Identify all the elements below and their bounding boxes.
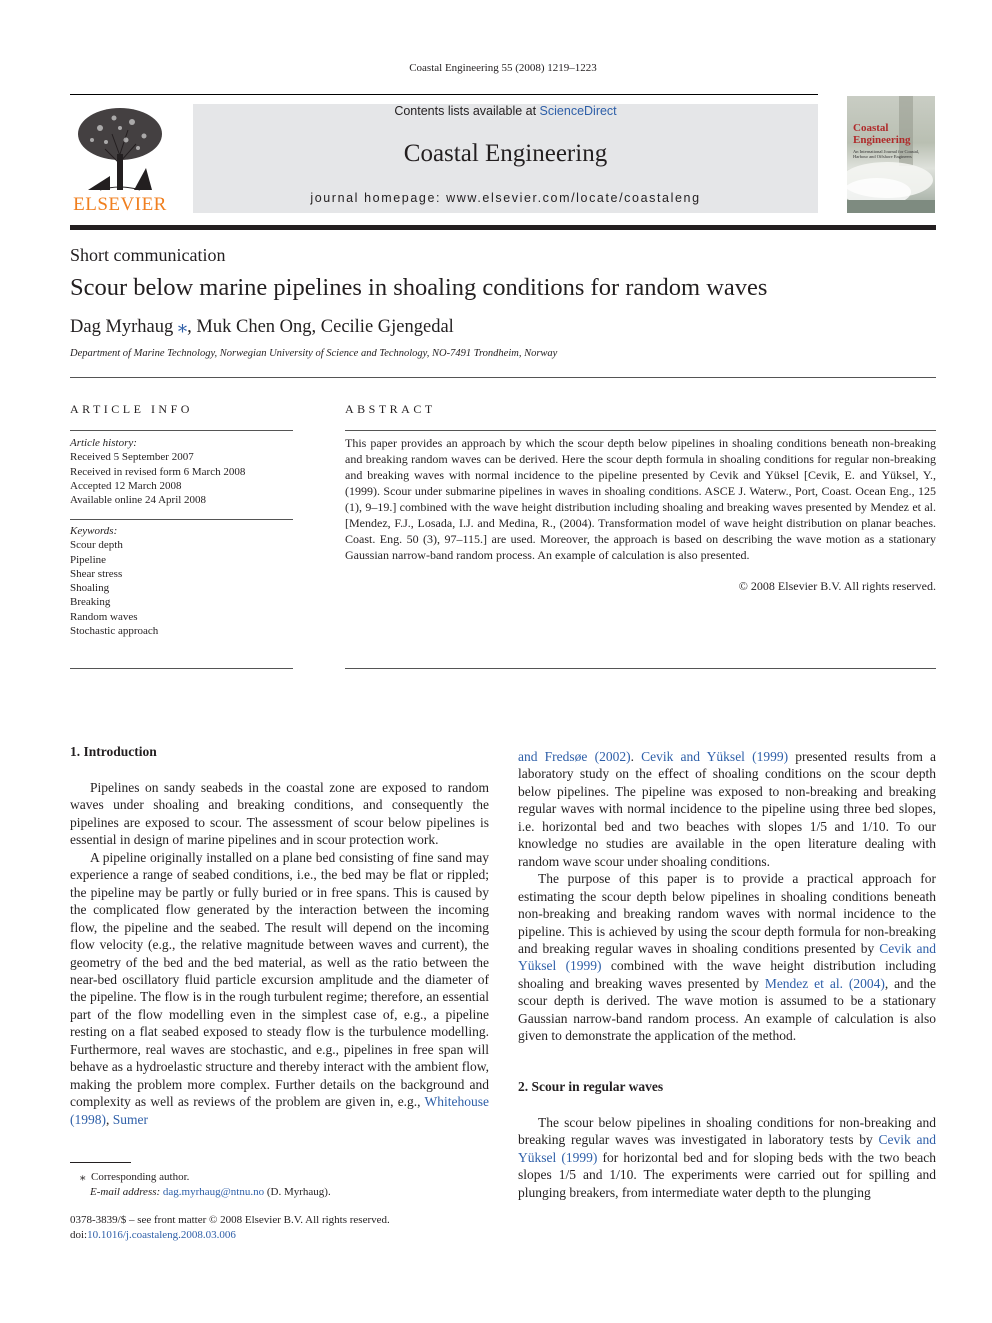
citation-link[interactable]: and Fredsøe (2002) bbox=[518, 749, 631, 764]
tree-icon bbox=[70, 104, 170, 192]
right-column-text bbox=[518, 1114, 936, 1201]
article-type: Short communication bbox=[70, 245, 226, 265]
footnote bbox=[80, 1170, 331, 1200]
abstract-rule bbox=[345, 668, 936, 669]
section-heading: 1. Introduction bbox=[70, 744, 157, 759]
email-label: E-mail address: bbox=[90, 1186, 161, 1198]
journal-name: Coastal Engineering bbox=[403, 140, 608, 167]
history-label: Article history: bbox=[70, 437, 137, 449]
keyword: Shoaling bbox=[70, 582, 110, 595]
doi-label: doi: bbox=[70, 1229, 88, 1241]
abstract-rule bbox=[345, 430, 936, 431]
affiliation: Department of Marine Technology, Norwegian University of Science and Technology, NO-7491 Trondheim, Norway bbox=[70, 348, 558, 359]
issn-line: 0378-3839/$ – see front matter © 2008 Elsevier B.V. All rights reserved. bbox=[70, 1214, 390, 1226]
article-history bbox=[70, 436, 245, 507]
right-column-text bbox=[518, 748, 936, 1045]
citation-link[interactable]: Sumer bbox=[112, 1111, 148, 1127]
other-authors: , Muk Chen Ong, Cecilie Gjengedal bbox=[187, 317, 454, 337]
email-owner: (D. Myrhaug). bbox=[266, 1186, 331, 1198]
left-column-text bbox=[70, 779, 489, 1128]
keyword: Random waves bbox=[70, 610, 138, 623]
history-item: Received 5 September 2007 bbox=[70, 451, 194, 464]
paragraph: and Fredsøe (2002). Cevik and Yüksel (1999) presented results from a laboratory study on the effect of shoaling conditions on the scour depth below pipelines. The pipeline was exposed to non-breaking and breaking regular waves with normal incidence to the pipeline using three bed slopes, i.e. horizontal bed and two beaches with slopes 1/5 and 1/10. To our knowledge no studies are available in the open literature dealing with random wave scour under shoaling conditions. bbox=[518, 749, 936, 869]
info-rule bbox=[70, 430, 293, 431]
journal-homepage[interactable]: journal homepage: www.elsevier.com/locate/coastaleng bbox=[310, 191, 701, 205]
keyword: Shear stress bbox=[70, 567, 123, 580]
contents-line bbox=[193, 104, 818, 118]
masthead-divider bbox=[70, 225, 936, 230]
cover-title: Coastal Engineering bbox=[853, 122, 911, 146]
history-item: Received in revised form 6 March 2008 bbox=[70, 465, 246, 478]
footnote-mark: ⁎ bbox=[80, 1171, 86, 1183]
corresponding-author-note: Corresponding author. bbox=[91, 1171, 190, 1183]
header-bottom-rule bbox=[70, 377, 936, 378]
abstract-text: This paper provides an approach by which the scour depth below pipelines in shoaling conditions beneath non-breaking and breaking random waves can be derived. Here the scour depth formula in shoaling conditions for regular non-breaking and breaking waves with normal incidence to the pipeline presented by Cevik and Yüksel [Cevik, E. and Yüksel, Y., (1999). Scour under submarine pipelines in waves in shoaling conditions. ASCE J. Waterw., Port, Coast. Ocean Eng., 125 (1), 9–19.] combined with the wave height distribution including shoaling and breaking waves presented by Mendez et al. [Mendez, F.J., Losada, I.J. and Medina, R., (2004). Transformation model of wave height distribution on planar beaches. Coast. Eng. 50 (3), 97–115.] are used. Moreover, the approach is based on describing the wave motion as a stationary Gaussian narrow-band random process. An example of calculation is also presented. bbox=[345, 436, 936, 562]
paragraph: The purpose of this paper is to provide a practical approach for estimating the scour depth below pipelines in shoaling conditions beneath non-breaking and breaking random waves with normal incidence to the pipeline. This is achieved by using the scour depth formula for non-breaking and breaking regular waves in shoaling conditions presented by Cevik and Yüksel (1999) combined with the wave height distribution including shoaling and breaking waves presented by Mendez et al. (2004), and the scour depth is derived. The wave motion is assumed to be a stationary Gaussian narrow-band random process. An example of calculation is also given to demonstrate the application of the method. bbox=[518, 871, 936, 1044]
info-rule bbox=[70, 668, 293, 669]
keywords bbox=[70, 524, 158, 638]
citation-link[interactable]: Cevik and Yüksel (1999) bbox=[518, 1132, 936, 1165]
article-title: Scour below marine pipelines in shoaling conditions for random waves bbox=[70, 274, 768, 301]
citation-link[interactable]: Cevik and Yüksel (1999) bbox=[518, 940, 936, 974]
cover-subtitle: An International Journal for Coastal, Harbour and Offshore Engineers bbox=[853, 149, 920, 159]
doi-link[interactable]: 10.1016/j.coastaleng.2008.03.006 bbox=[87, 1229, 236, 1241]
section-heading: 2. Scour in regular waves bbox=[518, 1079, 664, 1094]
corresponding-author-mark[interactable]: ⁎ bbox=[177, 317, 188, 337]
keyword: Pipeline bbox=[70, 553, 107, 566]
email-link[interactable]: dag.myrhaug@ntnu.no bbox=[162, 1186, 265, 1198]
journal-cover-image bbox=[847, 96, 935, 213]
keywords-label: Keywords: bbox=[70, 525, 118, 537]
page-footer bbox=[70, 1213, 390, 1243]
history-item: Available online 24 April 2008 bbox=[70, 494, 207, 507]
citation-link[interactable]: Whitehouse (1998) bbox=[70, 1094, 489, 1127]
paragraph: The scour below pipelines in shoaling conditions for non-breaking and breaking regular waves was investigated in laboratory tests by Cevik and Yüksel (1999) for horizontal bed and for sloping beds with the two beach slopes 1/5 and 1/10. The experiments were carried out for spilling and plunging breakers, from intermediate water depth to the plunging bbox=[518, 1115, 936, 1200]
abstract-copyright: © 2008 Elsevier B.V. All rights reserved. bbox=[738, 579, 936, 593]
keyword: Breaking bbox=[70, 596, 111, 609]
keyword: Stochastic approach bbox=[70, 625, 159, 638]
info-rule bbox=[70, 519, 293, 520]
contents-prefix: Contents lists available at bbox=[394, 104, 540, 118]
abstract-heading: ABSTRACT bbox=[345, 402, 436, 416]
paragraph: Pipelines on sandy seabeds in the coastal zone are exposed to random waves under shoaling and breaking conditions, and consequently the pipelines are exposed to scour. The assessment of scour below pipelines is essential in design of marine pipelines and in scour protection work. bbox=[70, 780, 489, 848]
author-list bbox=[70, 316, 454, 338]
history-item: Accepted 12 March 2008 bbox=[70, 479, 182, 492]
keyword: Scour depth bbox=[70, 539, 123, 552]
citation-link[interactable]: Cevik and Yüksel (1999) bbox=[641, 749, 789, 764]
header-rule bbox=[70, 94, 818, 95]
footnote-rule bbox=[70, 1162, 131, 1163]
author-name: Dag Myrhaug bbox=[70, 317, 174, 337]
elsevier-wordmark: ELSEVIER bbox=[73, 194, 167, 215]
article-info-heading: ARTICLE INFO bbox=[70, 402, 193, 416]
sciencedirect-link[interactable]: ScienceDirect bbox=[539, 104, 617, 118]
running-head: Coastal Engineering 55 (2008) 1219–1223 bbox=[409, 62, 597, 74]
citation-link[interactable]: Mendez et al. (2004) bbox=[764, 975, 885, 991]
paragraph: A pipeline originally installed on a plane bed consisting of fine sand may experience a range of seabed conditions, i.e., the bed may be flat or rippled; the pipeline may be partly or fully buried or in free spans. This is caused by the complicated flow generated by the interaction between the incoming flow, the pipeline and the seabed. The result will depend on the incoming flow velocity (e.g., the relative magnitude between waves and current), the geometry of the bed and the bed material, as well as the ratio between the near-bed oscillatory fluid particle excursion amplitude and the diameter of the pipeline. The flow is in the rough turbulent regime; therefore, an essential part of the flow modelling even in the simplest case of, e.g., a pipeline resting on a flat seabed exposed to steady flow is the turbulence modelling. Furthermore, real waves are stochastic, and e.g., pipelines in free span will behave as a hydroelastic structure and thereby interact with the ambient flow, making the problem more complex. Further details on the background and complexity as well as reviews of the problem are given in, e.g., Whitehouse (1998), Sumer bbox=[70, 849, 489, 1127]
